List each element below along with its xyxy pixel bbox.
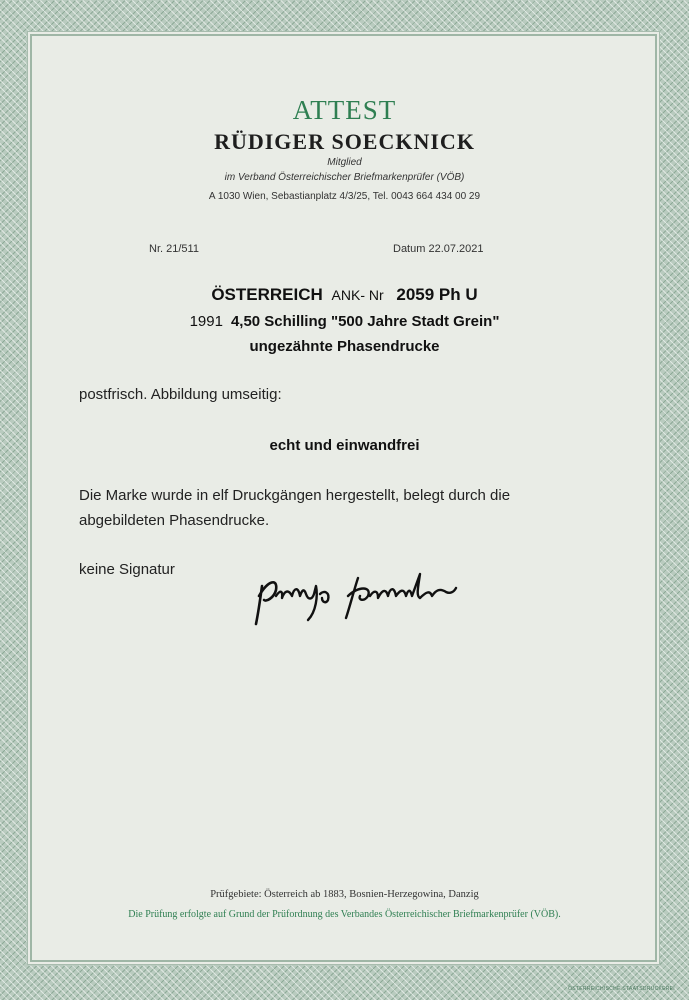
issue-year: 1991 [189,313,223,330]
remark-line-2: abgebildeten Phasendrucke. [79,512,270,529]
handwritten-signature [250,566,465,628]
certificate-title: ATTEST [292,95,397,125]
ank-number: 2059 Ph U [396,285,478,304]
stamp-variety: ungezähnte Phasendrucke [249,338,440,355]
stamp-catalog-line [0,285,689,305]
remark-line-1: Die Marke wurde in elf Druckgängen hergestellt, belegt durch die [79,487,511,504]
country-label: ÖSTERREICH [211,285,323,304]
ank-label: ANK- Nr [331,287,384,303]
membership-label: Mitglied [327,157,362,168]
certificate-date: Datum 22.07.2021 [393,243,484,255]
examination-scope: Prüfgebiete: Österreich ab 1883, Bosnien-Herzegowina, Danzig [210,889,479,900]
certificate-number: Nr. 21/511 [149,243,199,255]
condition-text: postfrisch. Abbildung umseitig: [79,386,282,403]
examiner-address: A 1030 Wien, Sebastianplatz 4/3/25, Tel. 0043 664 434 00 29 [208,191,481,202]
examiner-name: RÜDIGER SOECKNICK [214,129,475,154]
association-label: im Verband Österreichischer Briefmarkenprüfer (VÖB) [224,172,465,183]
printer-imprint: ÖSTERREICHISCHE STAATSDRUCKEREI [568,986,675,992]
stamp-issue-line [0,313,689,330]
signature-note: keine Signatur [79,561,175,578]
verdict-text: echt und einwandfrei [269,437,420,454]
stamp-description: 4,50 Schilling "500 Jahre Stadt Grein" [230,313,500,330]
footer-note: Die Prüfung erfolgte auf Grund der Prüfordnung des Verbandes Österreichischer Briefmarkenprüfer (VÖB). [128,909,561,920]
